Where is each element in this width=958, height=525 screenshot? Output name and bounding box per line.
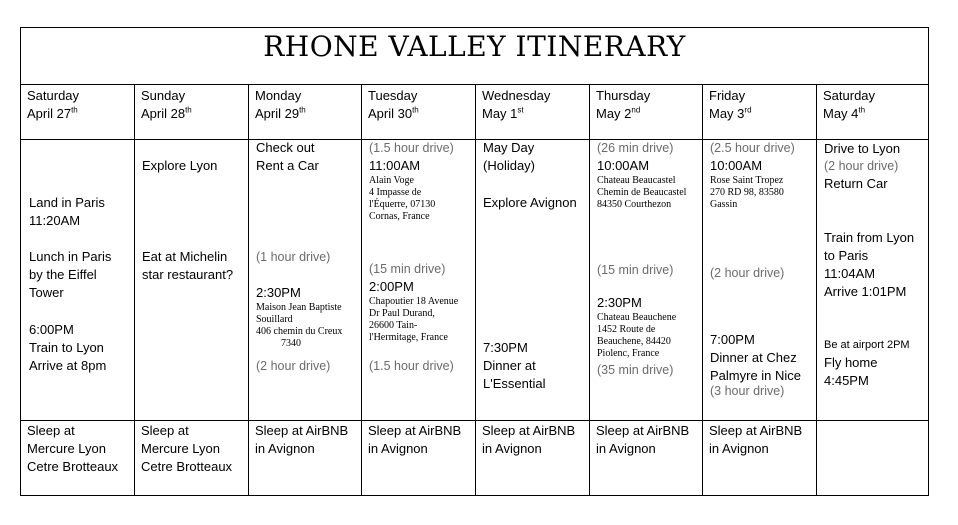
address-line: Chemin de Beaucastel [597,187,687,198]
activity-cell-thu2 [590,140,703,420]
sleep-cell [249,422,362,458]
activity-cell-fri3 [703,140,816,420]
day-header: Sunday April 28th [141,88,192,121]
sleep-text: Sleep at AirBNB [368,423,462,438]
sleep-cell [135,422,248,476]
sleep-text: in Avignon [368,441,428,456]
sleep-cell [362,422,475,458]
activity-text: Land in Paris [29,195,105,210]
activity-text: Arrive at 8pm [29,358,107,373]
activity-text: Explore Lyon [142,158,218,173]
address-line: Rose Saint Tropez [710,175,784,186]
drive-time: (26 min drive) [597,141,674,155]
activity-time: 7:00PM [710,332,755,347]
drive-time: (2 hour drive) [824,159,899,173]
sleep-text: in Avignon [255,441,315,456]
activity-time: 11:04AM [824,266,876,281]
address-line: 4 Impasse de [369,187,422,198]
activity-time: 11:20AM [29,213,81,228]
activity-text: to Paris [824,248,869,263]
activity-cell-sat27 [21,140,134,420]
address-line: Piolenc, France [597,348,660,359]
address-line: Souillard [256,314,293,325]
address-line: l'Hermitage, France [369,332,448,343]
address-line: 406 chemin du Creux [256,326,343,337]
address-line: Gassin [710,199,738,210]
address-line: Chateau Beauchene [597,312,677,323]
activity-time: 2:30PM [597,295,642,310]
address-line: 270 RD 98, 83580 [710,187,784,198]
activity-time: 4:45PM [824,373,869,388]
itinerary-table [20,27,929,496]
sleep-cell [21,422,134,476]
activity-text: Dinner at [483,358,536,373]
address-line: Maison Jean Baptiste [256,302,342,313]
address-line: Chateau Beaucastel [597,175,676,186]
sleep-text: Sleep at AirBNB [709,423,803,438]
address-line: 26600 Tain- [369,320,418,331]
sleep-text: Sleep at AirBNB [255,423,349,438]
activity-text: Train from Lyon [824,230,915,245]
activity-cell-sat4 [817,140,930,420]
activity-text: Tower [29,285,64,300]
activity-text: Eat at Michelin [142,249,228,264]
activity-text: by the Eiffel [29,267,97,282]
activity-time: Arrive 1:01PM [824,284,907,299]
activity-note: Be at airport 2PM [824,339,910,351]
day-header: Monday April 29th [255,88,306,121]
activity-text: Palmyre in Nice [710,368,802,383]
activity-text: (Holiday) [483,158,536,173]
activity-text: Rent a Car [256,158,319,173]
activity-time: 2:30PM [256,285,301,300]
activity-time: 7:30PM [483,340,528,355]
address-line: Dr Paul Durand, [369,308,435,319]
sleep-text: Mercure Lyon [141,441,220,456]
activity-text: Explore Avignon [483,195,577,210]
drive-time: (1 hour drive) [256,250,331,264]
activity-text: Lunch in Paris [29,249,112,264]
activity-text: Check out [256,140,315,155]
day-header: Saturday May 4th [823,88,876,121]
sleep-text: in Avignon [482,441,542,456]
address-line: 7340 [281,338,301,349]
address-line: Beauchene, 84420 [597,336,671,347]
address-line: Alain Voge [369,175,414,186]
activity-text: May Day [483,140,535,155]
activity-text: L'Essential [483,376,546,391]
sleep-text: Cetre Brotteaux [141,459,233,474]
drive-time: (15 min drive) [597,263,674,277]
drive-time: (1.5 hour drive) [369,359,454,373]
activity-text: Fly home [824,355,878,370]
day-header: Thursday May 2nd [596,88,651,121]
activity-cell-sun28 [135,140,248,420]
day-header: Saturday April 27th [27,88,80,121]
day-header: Wednesday May 1st [482,88,551,121]
drive-time: (35 min drive) [597,363,674,377]
sleep-text: Sleep at [141,423,189,438]
activity-cell-wed1 [476,140,589,420]
activity-time: 10:00AM [597,158,650,173]
row-divider [21,420,928,421]
drive-time: (3 hour drive) [710,384,785,398]
sleep-text: in Avignon [709,441,769,456]
activity-text: Return Car [824,176,888,191]
sleep-cell [590,422,703,458]
activity-text: star restaurant? [142,267,234,282]
sleep-text: Sleep at AirBNB [482,423,576,438]
day-header: Friday May 3rd [709,88,752,121]
drive-time: (2 hour drive) [710,266,785,280]
drive-time: (2.5 hour drive) [710,141,795,155]
sleep-cell [703,422,816,458]
address-line: l'Équerre, 07130 [369,199,436,210]
day-header: Tuesday April 30th [368,88,419,121]
page-title: RHONE VALLEY ITINERARY [21,28,928,85]
activity-time: 11:00AM [369,158,421,173]
activity-time: 10:00AM [710,158,763,173]
drive-time: (1.5 hour drive) [369,141,454,155]
sleep-text: Sleep at [27,423,75,438]
address-line: 84350 Courthezon [597,199,672,210]
activity-text: Dinner at Chez [710,350,797,365]
drive-time: (15 min drive) [369,262,446,276]
activity-time: 2:00PM [369,279,414,294]
drive-time: (2 hour drive) [256,359,331,373]
activity-cell-tue30 [362,140,475,420]
activity-time: 6:00PM [29,322,74,337]
sleep-text: Sleep at AirBNB [596,423,690,438]
sleep-text: Mercure Lyon [27,441,106,456]
sleep-text: Cetre Brotteaux [27,459,119,474]
address-line: Chapoutier 18 Avenue [369,296,459,307]
activity-text: Drive to Lyon [824,141,901,156]
activity-cell-mon29 [249,140,362,420]
sleep-cell [476,422,589,458]
sleep-text: in Avignon [596,441,656,456]
address-line: 1452 Route de [597,324,656,335]
address-line: Cornas, France [369,211,430,222]
activity-text: Train to Lyon [29,340,104,355]
